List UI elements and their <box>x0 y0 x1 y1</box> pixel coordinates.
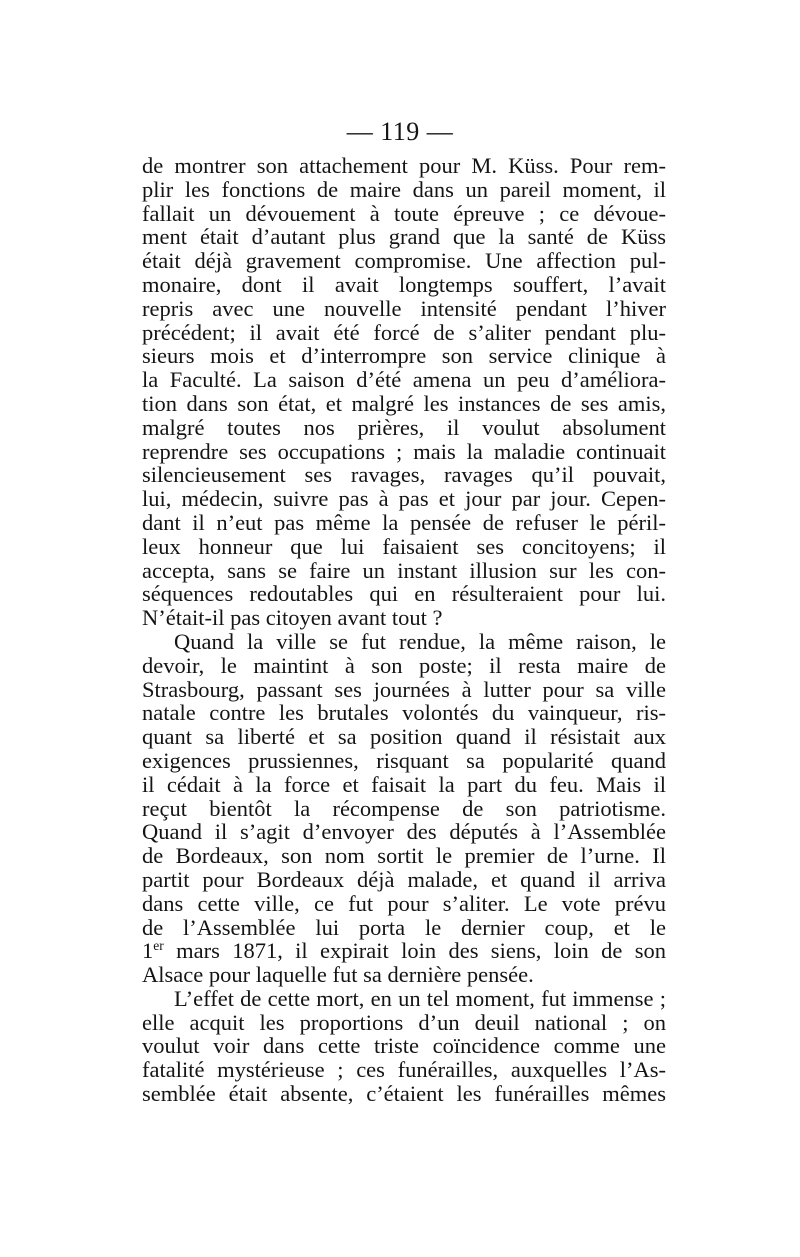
text-line: lui, médecin, suivre pas à pas et jour par jour. Cepen- <box>142 486 666 512</box>
ordinal-superscript: er <box>153 938 164 954</box>
text-line: exigences prussiennes, risquant sa popularité quand <box>142 747 666 773</box>
text-line: plir les fonctions de maire dans un pareil moment, il <box>142 176 666 202</box>
text-line: partit pour Bordeaux déjà malade, et quand il arriva <box>142 866 666 892</box>
text-line: quant sa liberté et sa position quand il résistait aux <box>142 724 666 750</box>
text-line: accepta, sans se faire un instant illusion sur les con- <box>142 557 666 583</box>
text-line: reçut bientôt la récompense de son patriotisme. <box>142 795 666 821</box>
body-text <box>142 154 666 1106</box>
text-line: ment était d’autant plus grand que la santé de Küss <box>142 224 666 250</box>
text-line: Alsace pour laquelle fut sa dernière pensée. <box>142 962 534 988</box>
text-line: dans cette ville, ce fut pour s’aliter. Le vote prévu <box>142 890 666 916</box>
text-line: précédent; il avait été forcé de s’aliter pendant plu- <box>142 319 666 345</box>
text-line: Strasbourg, passant ses journées à lutter pour sa ville <box>142 676 666 702</box>
text-line: natale contre les brutales volontés du vainqueur, ris- <box>142 700 666 726</box>
text-line: L’effet de cette mort, en un tel moment, fut immense ; <box>174 985 666 1011</box>
text-line: elle acquit les proportions d’un deuil national ; on <box>142 1009 666 1035</box>
text-line: sieurs mois et d’interrompre son service clinique à <box>142 343 666 369</box>
text-line: fallait un dévouement à toute épreuve ; ce dévoue- <box>142 200 666 226</box>
text-line: silencieusement ses ravages, ravages qu’il pouvait, <box>142 462 666 488</box>
text-line: N’était-il pas citoyen avant tout ? <box>142 605 443 631</box>
text-line: il cédait à la force et faisait la part du feu. Mais il <box>142 771 666 797</box>
text-line: était déjà gravement compromise. Une affection pul- <box>142 248 666 274</box>
text-line: dant il n’eut pas même la pensée de refuser le péril- <box>142 509 666 535</box>
text-line: monaire, dont il avait longtemps souffert, l’avait <box>142 271 666 297</box>
text-line: Quand la ville se fut rendue, la même raison, le <box>174 628 666 654</box>
text-line: devoir, le maintint à son poste; il resta maire de <box>142 652 666 678</box>
text-line: leux honneur que lui faisaient ses concitoyens; il <box>142 533 666 559</box>
page-number: — 119 — <box>346 117 454 146</box>
text-line: malgré toutes nos prières, il voulut absolument <box>142 414 666 440</box>
text-line: voulut voir dans cette triste coïncidence comme une <box>142 1033 666 1059</box>
text-line: de l’Assemblée lui porta le dernier coup, et le <box>142 914 666 940</box>
text-line: la Faculté. La saison d’été amena un peu d’améliora- <box>142 367 666 393</box>
text-line: Quand il s’agit d’envoyer des députés à l’Assemblée <box>142 819 666 845</box>
text-line: semblée était absente, c’étaient les funérailles mêmes <box>142 1081 666 1107</box>
text-line: de Bordeaux, son nom sortit le premier de l’urne. Il <box>142 843 666 869</box>
text-line: tion dans son état, et malgré les instances de ses amis, <box>142 390 666 416</box>
text-line: 1er mars 1871, il expirait loin des siens, loin de son <box>142 938 666 964</box>
text-line: repris avec une nouvelle intensité pendant l’hiver <box>142 295 666 321</box>
text-line: reprendre ses occupations ; mais la maladie continuait <box>142 438 666 464</box>
text-line: séquences redoutables qui en résulteraient pour lui. <box>142 581 666 607</box>
text-line: de montrer son attachement pour M. Küss. Pour rem- <box>142 153 666 178</box>
text-line: fatalité mystérieuse ; ces funérailles, auxquelles l’As- <box>142 1057 666 1083</box>
